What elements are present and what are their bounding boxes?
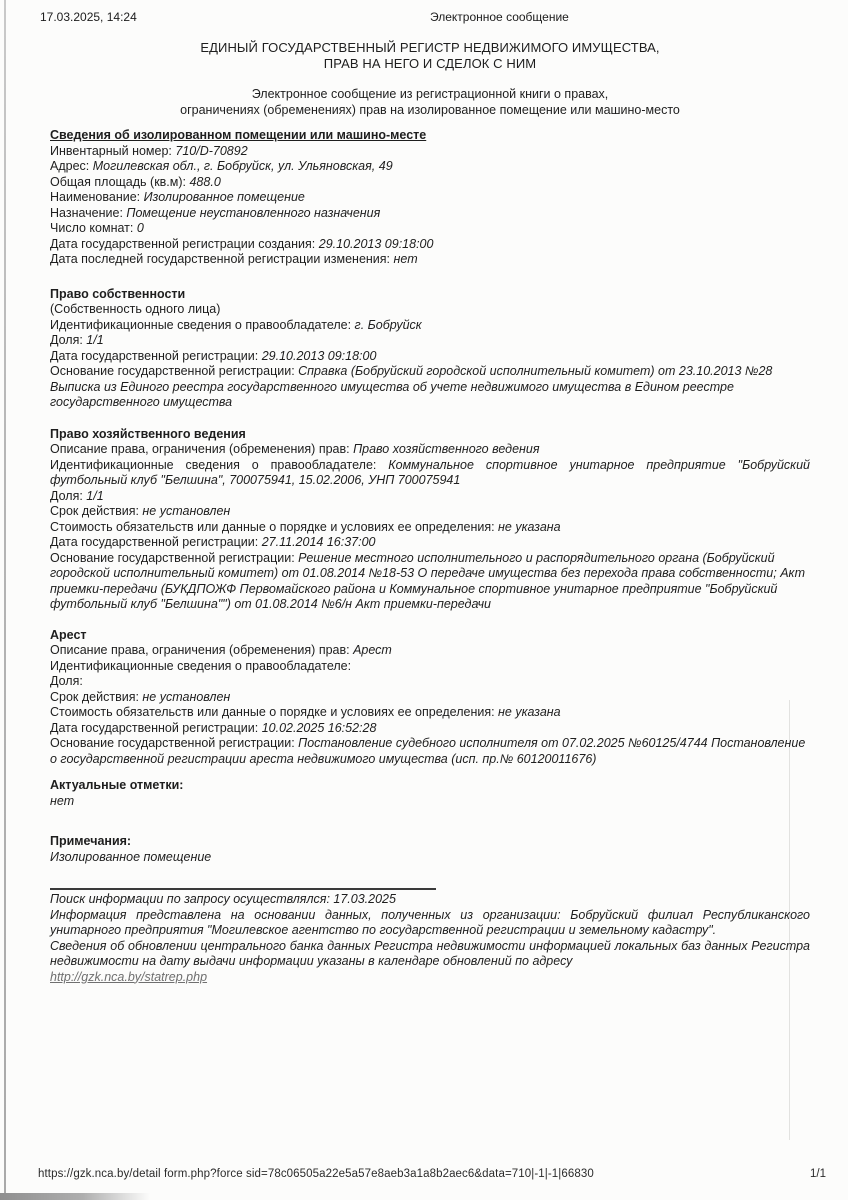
section-ownership-heading: Право собственности	[50, 286, 186, 301]
field-label: Срок действия:	[50, 689, 143, 704]
scan-bottom-edge-artifact	[0, 1193, 150, 1200]
section-notes-heading: Примечания:	[50, 834, 132, 848]
field-value: 29.10.2013 09:18:00	[261, 348, 377, 363]
field-label: Стоимость обязательств или данные о порядке и условиях ее определения:	[50, 519, 499, 534]
section-arrest	[50, 628, 810, 768]
field-value: 1/1	[86, 488, 104, 503]
field-right-description	[50, 643, 810, 659]
field-label: Идентификационные сведения о правообладателе:	[50, 658, 352, 673]
document-title-line2: ПРАВ НА НЕГО И СДЕЛОК С НИМ	[323, 55, 537, 71]
field-value: 488.0	[189, 174, 221, 189]
field-value: Коммунальное спортивное унитарное предприятие "Бобруйский футбольный клуб "Белшина", 700075941, 15.02.2006, УНП 700075941	[50, 457, 810, 487]
section-ownership-right	[50, 287, 810, 411]
field-obligations-cost	[50, 705, 810, 721]
field-rightholder-id	[50, 659, 810, 675]
print-footer-url: https://gzk.nca.by/detail form.php?force sid=78c06505a22e5a57e8aeb3a1a8b2aec6&data=710|-1|-1|66830	[38, 1168, 594, 1180]
field-value: 710/D-70892	[175, 143, 248, 158]
field-label: Основание государственной регистрации:	[50, 550, 299, 565]
print-footer-page-number: 1/1	[810, 1168, 826, 1180]
section-object-info	[50, 128, 810, 268]
field-obligations-cost	[50, 520, 810, 536]
update-calendar-link-line	[50, 970, 810, 986]
field-validity-period	[50, 690, 810, 706]
field-label: Дата последней государственной регистрации изменения:	[50, 252, 394, 266]
field-value: 29.10.2013 09:18:00	[318, 236, 434, 251]
field-label: Дата государственной регистрации:	[50, 348, 262, 363]
statrep-link[interactable]: http://gzk.nca.by/statrep.php	[50, 969, 208, 984]
field-label: Идентификационные сведения о правообладателе:	[50, 317, 355, 332]
field-value: 27.11.2014 16:37:00	[261, 535, 376, 549]
field-validity-period	[50, 504, 810, 520]
document-content	[50, 40, 810, 985]
field-value: Изолированное помещение	[143, 190, 305, 204]
field-value: не установлен	[142, 689, 231, 704]
section-economic-management-right	[50, 427, 810, 613]
field-value: нет	[393, 252, 418, 266]
field-rightholder-id	[50, 318, 810, 334]
field-last-change-registration-date	[50, 252, 810, 268]
document-subtitle-line1: Электронное сообщение из регистрационной книги о правах,	[251, 87, 609, 101]
field-value: г. Бобруйск	[354, 317, 422, 332]
field-share	[50, 489, 810, 505]
field-value: Могилевская обл., г. Бобруйск, ул. Ульяновская, 49	[92, 159, 393, 173]
document-subtitle-line2: ограничениях (обременениях) прав на изолированное помещение или машино-место	[180, 102, 680, 117]
field-registration-basis	[50, 364, 810, 411]
source-organization-line: Информация представлена на основании данных, полученных из организации: Бобруйский филиал Республиканского унитарного предприятия "Могилевское агентство по государственной регистрации и земельному кадастру".	[50, 907, 810, 937]
field-label: Стоимость обязательств или данные о порядке и условиях ее определения:	[50, 705, 499, 719]
field-value: 1/1	[86, 333, 104, 347]
field-rightholder-id	[50, 458, 810, 489]
field-purpose	[50, 206, 810, 222]
section-notes	[50, 834, 810, 865]
field-value: 10.02.2025 16:52:28	[261, 720, 377, 735]
current-marks-value: нет	[50, 793, 75, 808]
field-label: Основание государственной регистрации:	[50, 364, 299, 378]
print-header-datetime: 17.03.2025, 14:24	[40, 10, 137, 24]
field-address	[50, 159, 810, 175]
section-current-marks-heading: Актуальные отметки:	[50, 778, 184, 792]
field-value: не установлен	[142, 504, 231, 518]
field-label: Дата государственной регистрации создания:	[50, 236, 319, 251]
section-ownership-subheading: (Собственность одного лица)	[50, 302, 221, 316]
field-inventory-number	[50, 144, 810, 160]
document-title	[50, 40, 810, 71]
field-value: Право хозяйственного ведения	[353, 442, 540, 456]
field-label: Дата государственной регистрации:	[50, 720, 262, 735]
field-room-count	[50, 221, 810, 237]
section-object-info-heading: Сведения об изолированном помещении или машино-месте	[50, 128, 427, 142]
field-value: не указана	[498, 705, 561, 719]
field-value: Постановление судебного исполнителя от 07.02.2025 №60125/4744 Постановление о государственной регистрации ареста недвижимого имущества (исп. пр.№ 60120011676)	[50, 736, 806, 766]
field-label: Инвентарный номер:	[50, 143, 176, 158]
field-registration-date	[50, 535, 810, 551]
field-creation-registration-date	[50, 237, 810, 253]
field-value: 0	[136, 221, 144, 235]
field-label: Доля:	[50, 488, 87, 503]
field-label: Доля:	[50, 674, 83, 688]
field-share	[50, 333, 810, 349]
field-registration-basis	[50, 551, 810, 613]
field-value: Справка (Бобруйский городской исполнительный комитет) от 23.10.2013 №28 Выписка из Единого реестра государственного имущества об учете недвижимого имущества в Едином реестре государственного имущества	[50, 364, 773, 409]
field-label: Общая площадь (кв.м):	[50, 174, 190, 189]
field-label: Описание права, ограничения (обременения) прав:	[50, 442, 354, 456]
section-economic-management-heading: Право хозяйственного ведения	[50, 426, 246, 441]
field-name	[50, 190, 810, 206]
document-title-line1: ЕДИНЫЙ ГОСУДАРСТВЕННЫЙ РЕГИСТР НЕДВИЖИМОГО ИМУЩЕСТВА,	[200, 40, 660, 55]
field-label: Наименование:	[50, 190, 144, 204]
field-right-description	[50, 442, 810, 458]
field-registration-basis	[50, 736, 810, 767]
field-label: Дата государственной регистрации:	[50, 535, 262, 549]
print-header-title: Электронное сообщение	[430, 10, 569, 24]
field-value: Арест	[353, 643, 392, 657]
field-label: Идентификационные сведения о правообладателе:	[50, 457, 389, 472]
update-info-line: Сведения об обновлении центрального банка данных Регистра недвижимости информацией локальных баз данных Регистра недвижимости на дату выдачи информации указаны в календаре обновлений по адресу	[50, 938, 810, 968]
field-value: Помещение неустановленного назначения	[126, 205, 381, 220]
field-label: Основание государственной регистрации:	[50, 736, 299, 750]
field-registration-date	[50, 349, 810, 365]
field-label: Назначение:	[50, 205, 127, 220]
field-value: Решение местного исполнительного и распорядительного органа (Бобруйский городской исполнительный комитет) от 01.08.2014 №18-53 О передаче имущества без перехода права собственности; Акт приемки-передачи (БУКДПОЖФ Первомайского района и Коммунальное спортивное унитарное предприятие "Бобруйский футбольный клуб "Белшина"") от 01.08.2014 №6/н Акт приемки-передачи	[50, 550, 805, 611]
field-registration-date	[50, 721, 810, 737]
scan-left-edge-artifact	[4, 0, 6, 1200]
field-label: Число комнат:	[50, 221, 137, 235]
section-arrest-heading: Арест	[50, 627, 87, 642]
search-date-line: Поиск информации по запросу осуществлялся: 17.03.2025	[50, 892, 396, 906]
field-share	[50, 674, 810, 690]
separator-line	[50, 888, 436, 890]
document-subtitle	[50, 87, 810, 118]
field-total-area	[50, 175, 810, 191]
section-current-marks	[50, 778, 810, 809]
field-value: не указана	[498, 519, 561, 534]
section-footer-info	[50, 888, 810, 985]
field-label: Описание права, ограничения (обременения) прав:	[50, 643, 354, 657]
field-label: Доля:	[50, 333, 87, 347]
field-label: Адрес:	[50, 159, 93, 173]
notes-value: Изолированное помещение	[50, 849, 212, 864]
field-label: Срок действия:	[50, 504, 143, 518]
